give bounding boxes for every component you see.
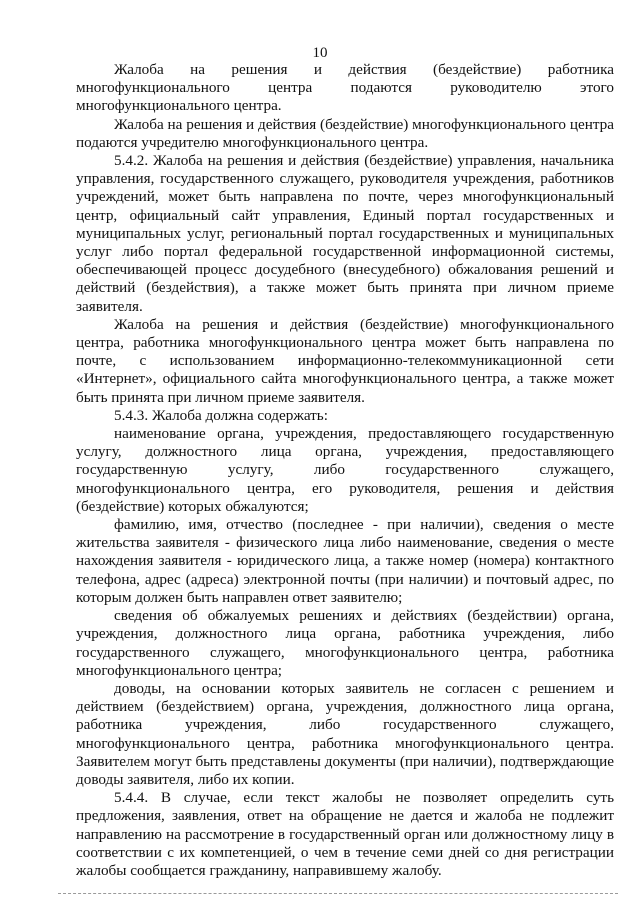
- document-body: [76, 61, 614, 880]
- page-number: 10: [312, 45, 328, 61]
- paragraph-5-4-3: 5.4.3. Жалоба должна содержать:: [114, 406, 328, 424]
- paragraph-mfc-complaint: Жалоба на решения и действия (бездействие) многофункционального центра подаются учредителю многофункционального центра.: [76, 115, 614, 151]
- paragraph-5-4-2: 5.4.2. Жалоба на решения и действия (бездействие) управления, начальника управления, государственного служащего, руководителя учреждения, работников учреждений, может быть направлена по почте, через многофункциональный центр, официальный сайт управления, Единый портал государственных и муниципальных услуг, региональный портал государственных и муниципальных услуг либо портал федеральной государственной информационной системы, обеспечивающей процесс досудебного (внесудебного) обжалования решений и действий (бездействия), а также может быть принята при личном приеме заявителя.: [76, 152, 614, 315]
- paragraph-mfc-worker-complaint: Жалоба на решения и действия (бездействие) работника многофункционального центра подаются руководителю этого многофункционального центра.: [76, 61, 614, 115]
- paragraph-applicant-details: фамилию, имя, отчество (последнее - при наличии), сведения о месте жительства заявителя - физического лица либо наименование, сведения о месте нахождения заявителя - юридического лица, а также номер (номера) контактного телефона, адрес (адреса) электронной почты (при наличии) и почтовый адрес, по которым должен быть направлен ответ заявителю;: [76, 516, 614, 606]
- scan-bottom-line: [58, 893, 618, 894]
- paragraph-arguments: доводы, на основании которых заявитель не согласен с решением и действием (бездействием) органа, учреждения, должностного лица органа, работника учреждения, либо государственного служащего, многофункционального центра, работника многофункционального центра. Заявителем могут быть представлены документы (при наличии), подтверждающие доводы заявителя, либо их копии.: [76, 679, 614, 788]
- paragraph-body-name: наименование органа, учреждения, предоставляющего государственную услугу, должностного лица органа, учреждения, предоставляющего государственную услугу, либо государственного служащего, многофункционального центра, его руководителя, решения и действия (бездействие) которых обжалуются;: [76, 425, 614, 515]
- paragraph-mfc-submission: Жалоба на решения и действия (бездействие) многофункционального центра, работника многофункционального центра может быть направлена по почте, с использованием информационно-телекоммуникационной сети «Интернет», официального сайта многофункционального центра, а также может быть принята при личном приеме заявителя.: [76, 315, 614, 406]
- paragraph-appealed-decisions: сведения об обжалуемых решениях и действиях (бездействии) органа, учреждения, должностного лица органа, работника учреждения, либо государственного служащего, многофункционального центра, работника многофункционального центра;: [76, 607, 614, 679]
- paragraph-5-4-4: 5.4.4. В случае, если текст жалобы не позволяет определить суть предложения, заявления, ответ на обращение не дается и жалоба не подлежит направлению на рассмотрение в государственный орган или должностному лицу в соответствии с их компетенцией, о чем в течение семи дней со дня регистрации жалобы сообщается гражданину, направившему жалобу.: [76, 789, 614, 879]
